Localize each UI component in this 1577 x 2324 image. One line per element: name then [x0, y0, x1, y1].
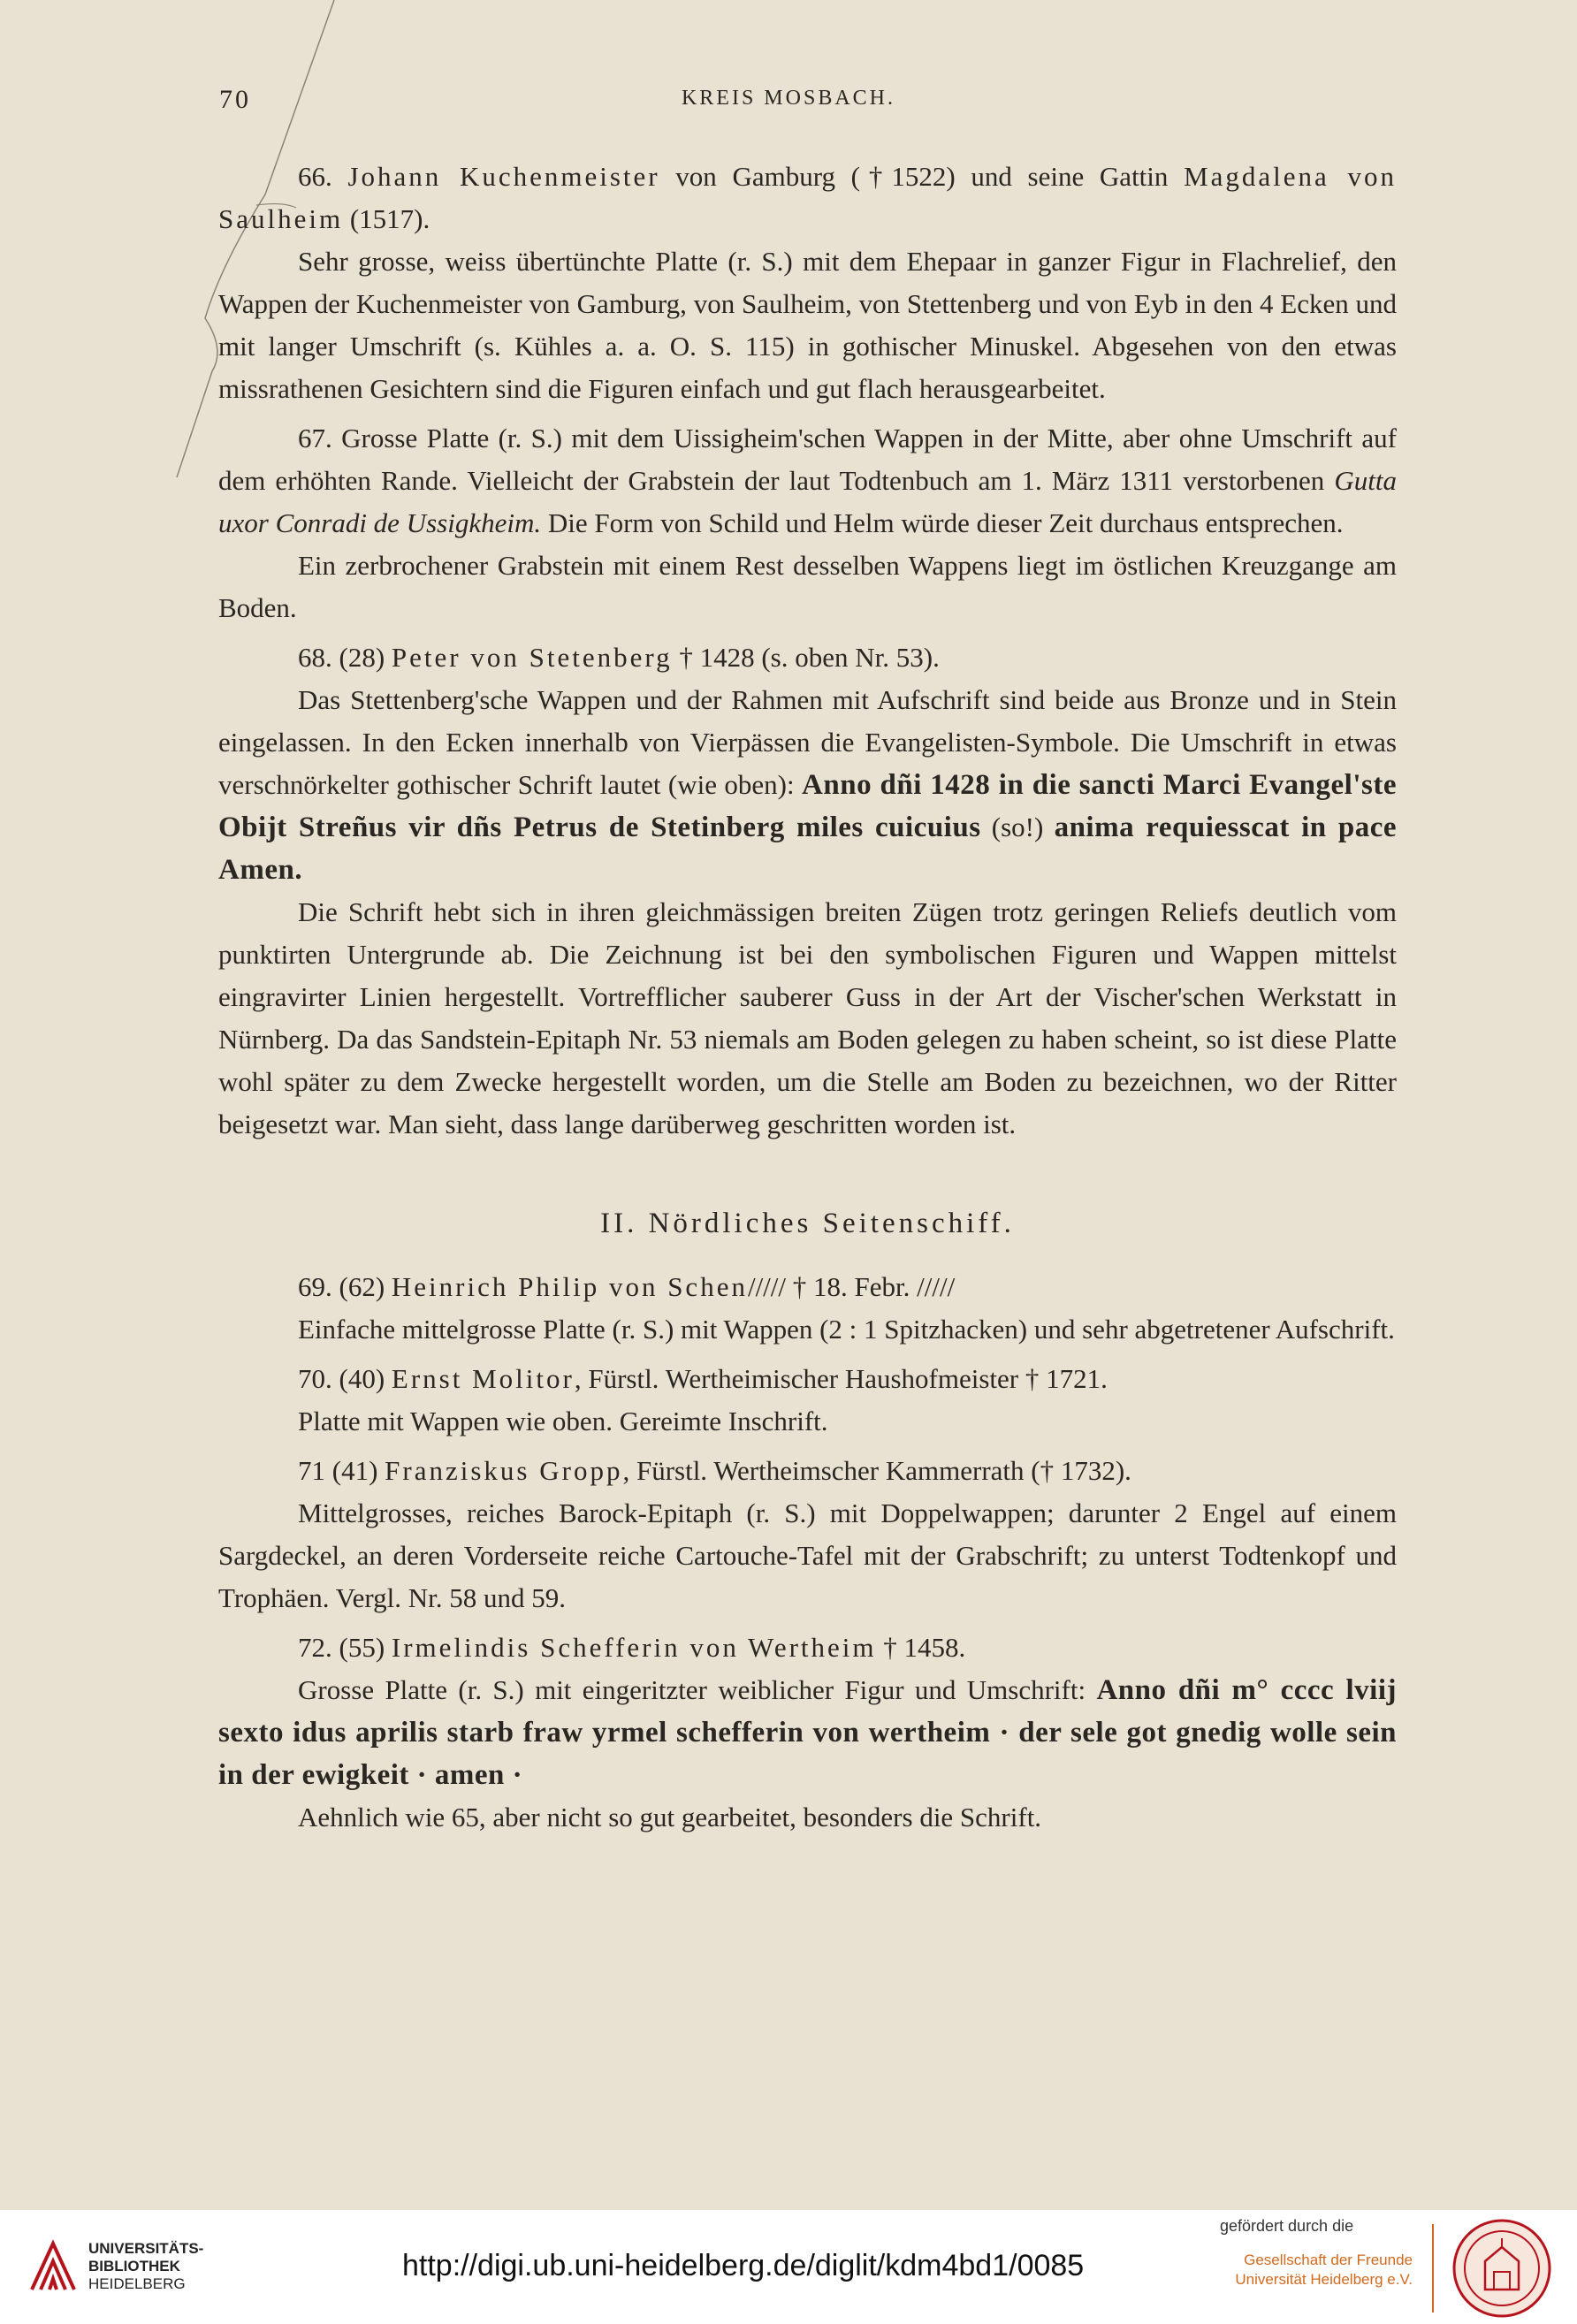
main-text — [218, 149, 1397, 1839]
entry-69-body: Einfache mittelgrosse Platte (r. S.) mit Wappen (2 : 1 Spitzhacken) und sehr abgetretener Aufschrift. — [298, 1314, 1395, 1345]
entry-69-heading: 69. (62) Heinrich Philip von Schen///// † 18. Febr. ///// — [298, 1271, 956, 1302]
university-library-logo-icon[interactable] — [27, 2238, 80, 2295]
entry-66-body: Sehr grosse, weiss übertünchte Platte (r. S.) mit dem Ehepaar in ganzer Figur in Flachrelief, den Wappen der Kuchenmeister von Gamburg, von Saulheim, von Stettenberg und von Eyb in den 4 Ecken und mit langer Umschrift (s. Kühles a. a. O. S. 115) in gothischer Minuskel. Abgesehen von den etwas missrathenen Gesichtern sind die Figuren einfach und gut flach herausgearbeitet. — [218, 246, 1397, 404]
entry-68-heading: 68. (28) Peter von Stetenberg † 1428 (s. oben Nr. 53). — [298, 642, 940, 673]
running-head: KREIS MOSBACH. — [681, 87, 896, 110]
digital-copy-url-link[interactable]: http://digi.ub.uni-heidelberg.de/diglit/kdm4bd1/0085 — [402, 2249, 1085, 2282]
entry-71-heading: 71 (41) Franziskus Gropp, Fürstl. Wertheimscher Kammerrath († 1732). — [298, 1455, 1131, 1486]
entry-72-heading: 72. (55) Irmelindis Schefferin von Wertheim † 1458. — [298, 1632, 966, 1663]
entry-67-body: 67. Grosse Platte (r. S.) mit dem Uissigheim'schen Wappen in der Mitte, aber ohne Umschrift auf dem erhöhten Rande. Vielleicht der Grabstein der laut Todtenbuch am 1. März 1311 verstorbenen Gutta uxor Conradi de Ussigkheim. Die Form von Schild und Helm würde dieser Zeit durchaus entsprechen. — [218, 423, 1397, 538]
section-title: II. Nördliches Seitenschiff. — [600, 1208, 1015, 1239]
entry-70-heading: 70. (40) Ernst Molitor, Fürstl. Wertheimischer Haushofmeister † 1721. — [298, 1363, 1108, 1394]
entry-70-body: Platte mit Wappen wie oben. Gereimte Inschrift. — [298, 1406, 828, 1436]
footer-bar — [0, 2210, 1577, 2324]
entry-68-inscription: Das Stettenberg'sche Wappen und der Rahmen mit Aufschrift sind beide aus Bronze und in Stein eingelassen. In den Ecken innerhalb von Vierpässen die Evangelisten-Symbole. Die Umschrift in etwas verschnörkelter gothischer Schrift lautet (wie oben): Anno dñi 1428 in die sancti Marci Evangel'ste Obijt Streñus vir dñs Petrus de Stetinberg miles cuicuius (so!) anima requiesscat in pace Amen. — [218, 684, 1397, 886]
university-seal-icon[interactable] — [1450, 2217, 1554, 2320]
page-number: 70 — [219, 85, 251, 114]
footer-divider — [1432, 2224, 1434, 2313]
entry-66-heading: 66. Johann Kuchenmeister von Gamburg (†1522) und seine Gattin Magdalena von Saulheim (1517). — [218, 161, 1397, 234]
entry-68-body: Die Schrift hebt sich in ihren gleichmässigen breiten Zügen trotz geringen Reliefs deutlich vom punktirten Untergrunde ab. Die Zeichnung ist bei den symbolischen Figuren und Wappen mittelst eingravirter Linien hergestellt. Vortrefflicher sauberer Guss in der Art der Vischer'schen Werkstatt in Nürnberg. Da das Sandstein-Epitaph Nr. 53 niemals am Boden gelegen zu haben scheint, so ist diese Platte wohl später zu dem Zwecke hergestellt worden, um die Stelle am Boden zu bezeichnen, wo der Ritter beigesetzt war. Man sieht, dass lange darüberweg geschritten worden ist. — [218, 896, 1397, 1139]
entry-72-inscription: Grosse Platte (r. S.) mit eingeritzter weiblicher Figur und Umschrift: Anno dñi m° cccc lviij sexto idus aprilis starb fraw yrmel schefferin von wertheim · der sele got gnedig wolle sein in der ewigkeit · amen · — [218, 1674, 1397, 1791]
entry-71-body: Mittelgrosses, reiches Barock-Epitaph (r. S.) mit Doppelwappen; darunter 2 Engel auf einem Sargdeckel, an deren Vorderseite reiche Cartouche-Tafel mit der Grabschrift; zu unterst Todtenkopf und Trophäen. Vergl. Nr. 58 und 59. — [218, 1497, 1397, 1613]
entry-72-body: Aehnlich wie 65, aber nicht so gut gearbeitet, besonders die Schrift. — [298, 1802, 1042, 1833]
funded-by-label: gefördert durch die — [1220, 2217, 1354, 2235]
page-header — [0, 85, 1577, 120]
entry-67-note: Ein zerbrochener Grabstein mit einem Rest desselben Wappens liegt im östlichen Kreuzgange am Boden. — [218, 550, 1397, 623]
library-name[interactable]: UNIVERSITÄTS- BIBLIOTHEK HEIDELBERG — [88, 2240, 204, 2292]
society-name[interactable]: Gesellschaft der Freunde Universität Heidelberg e.V. — [1235, 2252, 1413, 2288]
